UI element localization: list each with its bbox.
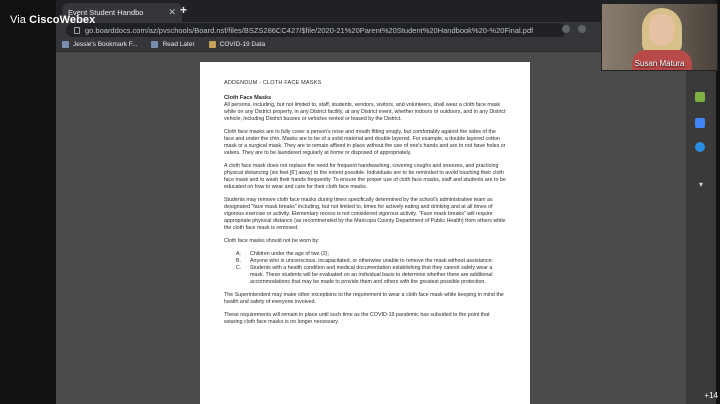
star-icon[interactable]	[562, 25, 570, 33]
list-marker: A.	[236, 251, 242, 257]
extension-icon[interactable]	[695, 118, 705, 128]
participant-video[interactable]	[601, 3, 718, 71]
pdf-viewer[interactable]	[56, 52, 686, 404]
paragraph-5: Cloth face masks should not be worn by:	[224, 238, 320, 244]
webex-badge	[10, 14, 95, 26]
bookmark-item-read-later[interactable]	[151, 41, 194, 48]
bookmark-item-covid-data[interactable]	[209, 41, 266, 48]
badge-brand: CiscoWebex	[29, 14, 96, 26]
pdf-page	[200, 62, 530, 404]
list-text: Anyone who is unconscious, incapacitated, or otherwise unable to remove the mask without assistance;	[250, 258, 493, 264]
new-tab-button[interactable]: +	[180, 3, 188, 17]
bookmark-icon	[62, 41, 69, 48]
url-text: go.boarddocs.com/az/pvschools/Board.nsf/files/BSZS286CC427/$file/2020-21%20Parent%20Student%20Handbook%20-%20Final.pdf	[85, 25, 534, 35]
bookmark-item-jessie[interactable]	[62, 41, 137, 48]
participant-face	[649, 14, 674, 46]
paragraph-2: Cloth face masks are to fully cover a person's nose and mouth fitting snugly, but comfortably against the sides of the face and under the chin. Masks are to be of a solid material and double layered. For example, a double layered cotton mask or a surgical mask. They are to remain affixed in place without the use of one's hands and are to not have holes or valves. They are to be laundered regularly at home or disposed of appropriately.	[224, 129, 506, 156]
list-text: Students with a health condition and medical documentation establishing that they cannot safely wear a mask. These students will be evaluated on an individual basis to determine whether there are additional accommodations that may be made to provide them and others with the greatest possible protection.	[250, 265, 493, 285]
bookmark-label: COVID-19 Data	[219, 41, 266, 48]
exemption-list	[236, 251, 506, 286]
more-participants-count[interactable]: +14	[704, 391, 718, 400]
extension-icon[interactable]	[695, 142, 705, 152]
toolbar-icons	[562, 25, 586, 33]
list-item	[236, 258, 506, 265]
extension-icon[interactable]	[695, 92, 705, 102]
lock-icon	[74, 27, 80, 34]
extensions-rail	[686, 52, 716, 404]
paragraph-3: A cloth face mask does not replace the need for frequent handwashing, covering coughs and sneezes, and practicing physical distancing (six feet [6'] away) to the extent possible. Individuals are to be reminded to avoid touching their cloth face mask and to wash their hands frequently. To ensure the proper use of cloth face masks, staff and students are to be educated on how to wear and care for their cloth face masks.	[224, 163, 506, 190]
section-title: Cloth Face Masks	[224, 95, 272, 101]
tab-title: Event Student Handbo	[68, 8, 144, 17]
list-item	[236, 251, 506, 258]
close-icon[interactable]: ✕	[168, 7, 176, 17]
bookmark-icon	[151, 41, 158, 48]
chevron-down-icon[interactable]: ▾	[699, 180, 704, 189]
bookmark-label: Jessie's Bookmark F...	[73, 41, 138, 48]
participant-name: Susan Matura	[634, 59, 685, 68]
list-item	[236, 265, 506, 286]
paragraph-6: The Superintendent may make other exceptions to the requirement to wear a cloth face mask while keeping in mind the health and safety of everyone involved.	[224, 292, 504, 305]
paragraph-1: All persons, including, but not limited to, staff, students, vendors, visitors, and volunteers, shall wear a cloth face mask while on any District property, in any District facility, at any District event, whether indoors or outdoors, and in any District vehicle, including District busses or vehicles rented or leased by the District.	[224, 102, 506, 122]
folder-icon	[209, 41, 216, 48]
list-text: Children under the age of two (2);	[250, 251, 329, 257]
list-marker: C.	[236, 265, 242, 271]
paragraph-7: These requirements will remain in place until such time as the COVID-19 pandemic has subsided to the point that wearing cloth face masks is no longer necessary.	[224, 312, 490, 325]
extension-icon[interactable]	[578, 25, 586, 33]
paragraph-4: Students may remove cloth face masks during times specifically determined by the school's administrative team as designated "face mask breaks" including, but not limited to, times for actively eating and drinking and at all times of vigorous exercise or activity. Elementary recess is not considered vigorous activity. "Face mask breaks" will require appropriate physical distance (as recommended by the Maricopa County Department of Public Health) from others while the cloth face mask is removed.	[224, 197, 506, 231]
badge-via: Via	[10, 14, 30, 26]
bookmark-label: Read Later	[162, 41, 195, 48]
list-marker: B.	[236, 258, 242, 264]
addendum-heading: ADDENDUM - CLOTH FACE MASKS	[224, 80, 322, 86]
address-bar[interactable]	[66, 23, 566, 37]
